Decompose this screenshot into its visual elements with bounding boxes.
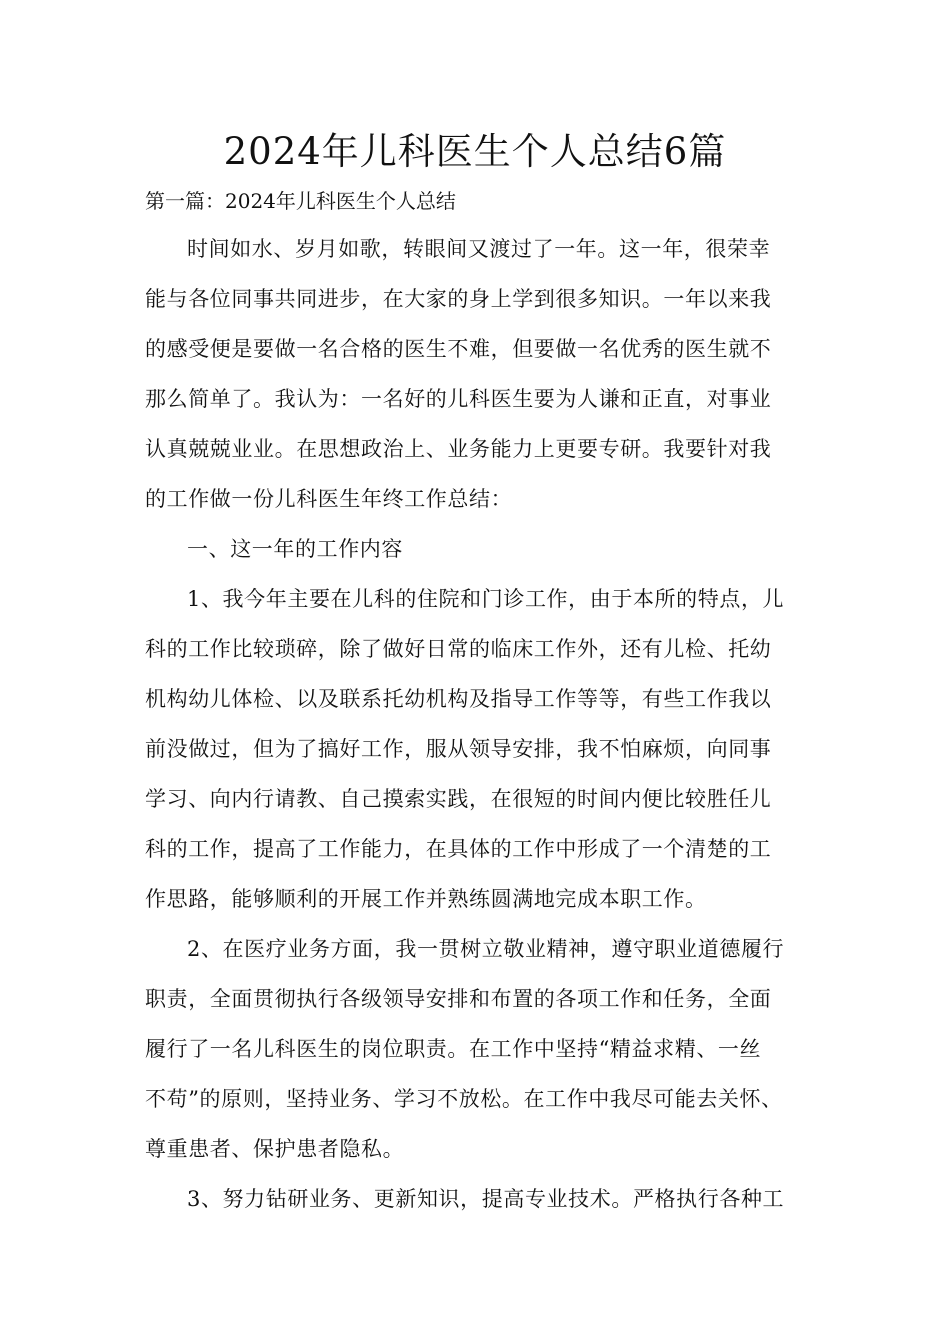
paragraph-line: 科的工作比较琐碎，除了做好日常的临床工作外，还有儿检、托幼 xyxy=(145,637,772,661)
paragraph-line: 前没做过，但为了搞好工作，服从领导安排，我不怕麻烦，向同事 xyxy=(145,737,772,761)
paragraph-line: 能与各位同事共同进步，在大家的身上学到很多知识。一年以来我 xyxy=(145,287,772,311)
paragraph-line: 尊重患者、保护患者隐私。 xyxy=(145,1137,405,1161)
paragraph-line: 1、我今年主要在儿科的住院和门诊工作，由于本所的特点，儿 xyxy=(187,587,785,611)
paragraph-line: 的工作做一份儿科医生年终工作总结： xyxy=(145,487,513,511)
paragraph-line: 履行了一名儿科医生的岗位职责。在工作中坚持“精益求精、一丝 xyxy=(145,1037,762,1061)
paragraph-line: 科的工作，提高了工作能力，在具体的工作中形成了一个清楚的工 xyxy=(145,837,772,861)
paragraph-line: 2、在医疗业务方面，我一贯树立敬业精神，遵守职业道德履行 xyxy=(187,937,785,961)
section-heading: 第一篇：2024年儿科医生个人总结 xyxy=(145,189,456,213)
paragraph-line: 不苟”的原则，坚持业务、学习不放松。在工作中我尽可能去关怀、 xyxy=(145,1087,783,1111)
paragraph-line: 学习、向内行请教、自己摸索实践，在很短的时间内便比较胜任儿 xyxy=(145,787,772,811)
paragraph-line: 时间如水、岁月如歌，转眼间又渡过了一年。这一年，很荣幸 xyxy=(187,237,771,261)
paragraph-line: 职责，全面贯彻执行各级领导安排和布置的各项工作和任务，全面 xyxy=(145,987,772,1011)
paragraph-line: 机构幼儿体检、以及联系托幼机构及指导工作等等，有些工作我以 xyxy=(145,687,772,711)
document-title: 2024年儿科医生个人总结6篇 xyxy=(223,130,727,173)
paragraph-line: 的感受便是要做一名合格的医生不难，但要做一名优秀的医生就不 xyxy=(145,337,772,361)
paragraph-line: 那么简单了。我认为：一名好的儿科医生要为人谦和正直，对事业 xyxy=(145,387,772,411)
paragraph-line: 3、努力钻研业务、更新知识，提高专业技术。严格执行各种工 xyxy=(187,1187,785,1211)
section-subheading: 一、这一年的工作内容 xyxy=(187,537,403,561)
paragraph-line: 作思路，能够顺利的开展工作并熟练圆满地完成本职工作。 xyxy=(145,887,707,911)
paragraph-line: 认真兢兢业业。在思想政治上、业务能力上更要专研。我要针对我 xyxy=(145,437,772,461)
